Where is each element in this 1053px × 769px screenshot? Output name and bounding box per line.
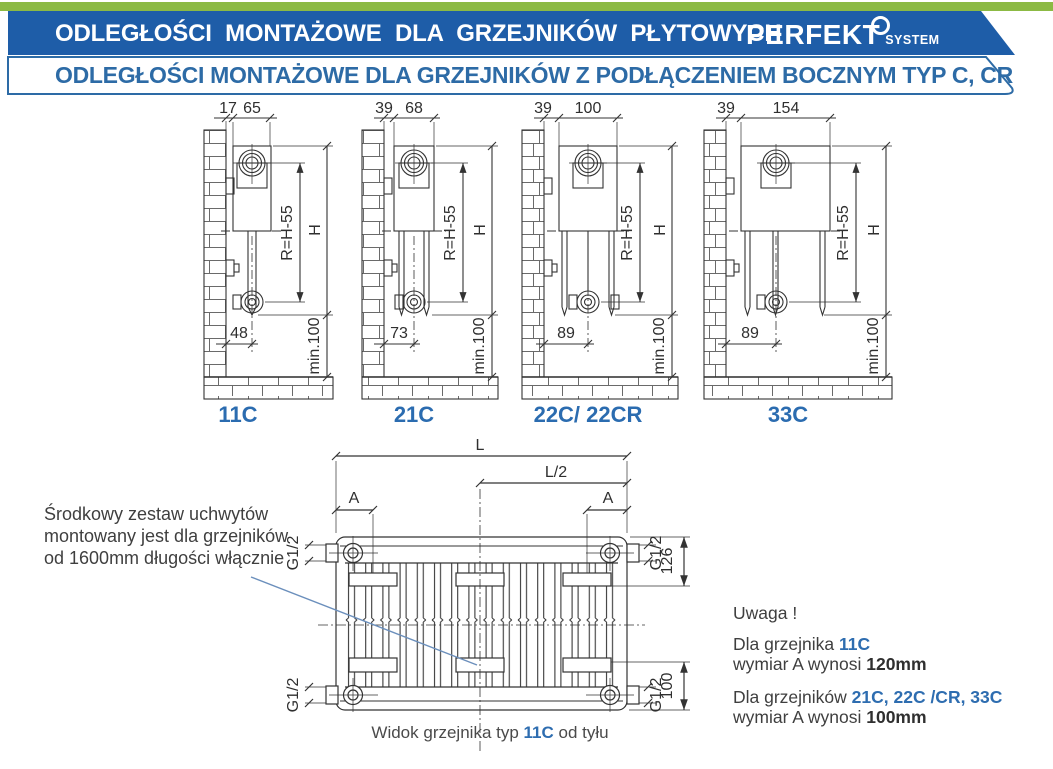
dim-label: 100: [574, 100, 602, 117]
diagram-label-33c: 33C: [767, 402, 809, 427]
dim-label: min.100: [471, 317, 488, 375]
note-item-2: Dla grzejników 21C, 22C /CR, 33C: [733, 687, 1003, 707]
dim-label: R=H-55: [279, 205, 296, 261]
bracket-annotation: [44, 503, 288, 569]
dim-label: L: [475, 437, 485, 454]
diagram-label-22c: 22C/ 22CR: [533, 402, 643, 427]
dim-label: min.100: [865, 317, 882, 375]
annotation-line: od 1600mm długości włącznie: [44, 548, 285, 568]
dim-label: 39: [375, 100, 393, 117]
brand-logo: [746, 19, 940, 51]
dim-label: 100: [659, 672, 676, 700]
note-block: [733, 603, 1002, 727]
dim-label: H: [472, 224, 489, 236]
dim-label: H: [307, 224, 324, 236]
dim-label: H: [866, 224, 883, 236]
dim-label: 154: [772, 100, 800, 117]
dim-label: 17: [219, 100, 237, 117]
dim-label: 65: [243, 100, 261, 117]
dim-label: 73: [390, 325, 408, 342]
dim-label: 39: [534, 100, 552, 117]
note-item-2-dim: wymiar A wynosi 100mm: [733, 707, 927, 727]
page-subtitle: ODLEGŁOŚCI MONTAŻOWE DLA GRZEJNIKÓW Z PODŁĄCZENIEM BOCZNYM TYP C, CR: [55, 62, 1013, 88]
dim-label: R=H-55: [619, 205, 636, 261]
note-item-1-dim: wymiar A wynosi 120mm: [733, 654, 927, 674]
brand-subname: SYSTEM: [885, 33, 940, 47]
dim-label: A: [602, 490, 614, 507]
section-diagram-11c: [204, 100, 333, 399]
dim-label: min.100: [651, 317, 668, 375]
dim-label: 89: [741, 325, 759, 342]
dim-label: R=H-55: [835, 205, 852, 261]
section-diagram-22c: [522, 100, 678, 399]
dim-label: 68: [405, 100, 423, 117]
dim-label: H: [652, 224, 669, 236]
annotation-line: Środkowy zestaw uchwytów: [44, 504, 269, 524]
dim-label: min.100: [306, 317, 323, 375]
dim-label: G1/2: [648, 677, 665, 713]
dim-label: G1/2: [648, 535, 665, 571]
dim-label: G1/2: [285, 535, 302, 571]
page-title: ODLEGŁOŚCI MONTAŻOWE DLA GRZEJNIKÓW PŁYTOWYCH: [55, 20, 782, 47]
section-diagram-21c: [362, 100, 498, 399]
note-item-1: Dla grzejnika 11C: [733, 634, 871, 654]
dim-label: 126: [659, 547, 676, 575]
brand-name: PERFEKT: [746, 19, 881, 50]
dim-label: A: [348, 490, 360, 507]
dim-label: G1/2: [285, 677, 302, 713]
note-title: Uwaga !: [733, 603, 798, 623]
rear-view-caption: Widok grzejnika typ 11C od tyłu: [371, 723, 609, 742]
section-diagram-33c: [704, 100, 892, 399]
diagram-label-21c: 21C: [393, 402, 435, 427]
diagram-label-11c: 11C: [218, 402, 258, 427]
dim-label: 48: [230, 325, 248, 342]
dim-label: 89: [557, 325, 575, 342]
dim-label: R=H-55: [442, 205, 459, 261]
annotation-line: montowany jest dla grzejników: [44, 526, 289, 546]
dim-label: 39: [717, 100, 735, 117]
rear-view-diagram: [285, 437, 690, 753]
dim-label: L/2: [544, 464, 568, 481]
